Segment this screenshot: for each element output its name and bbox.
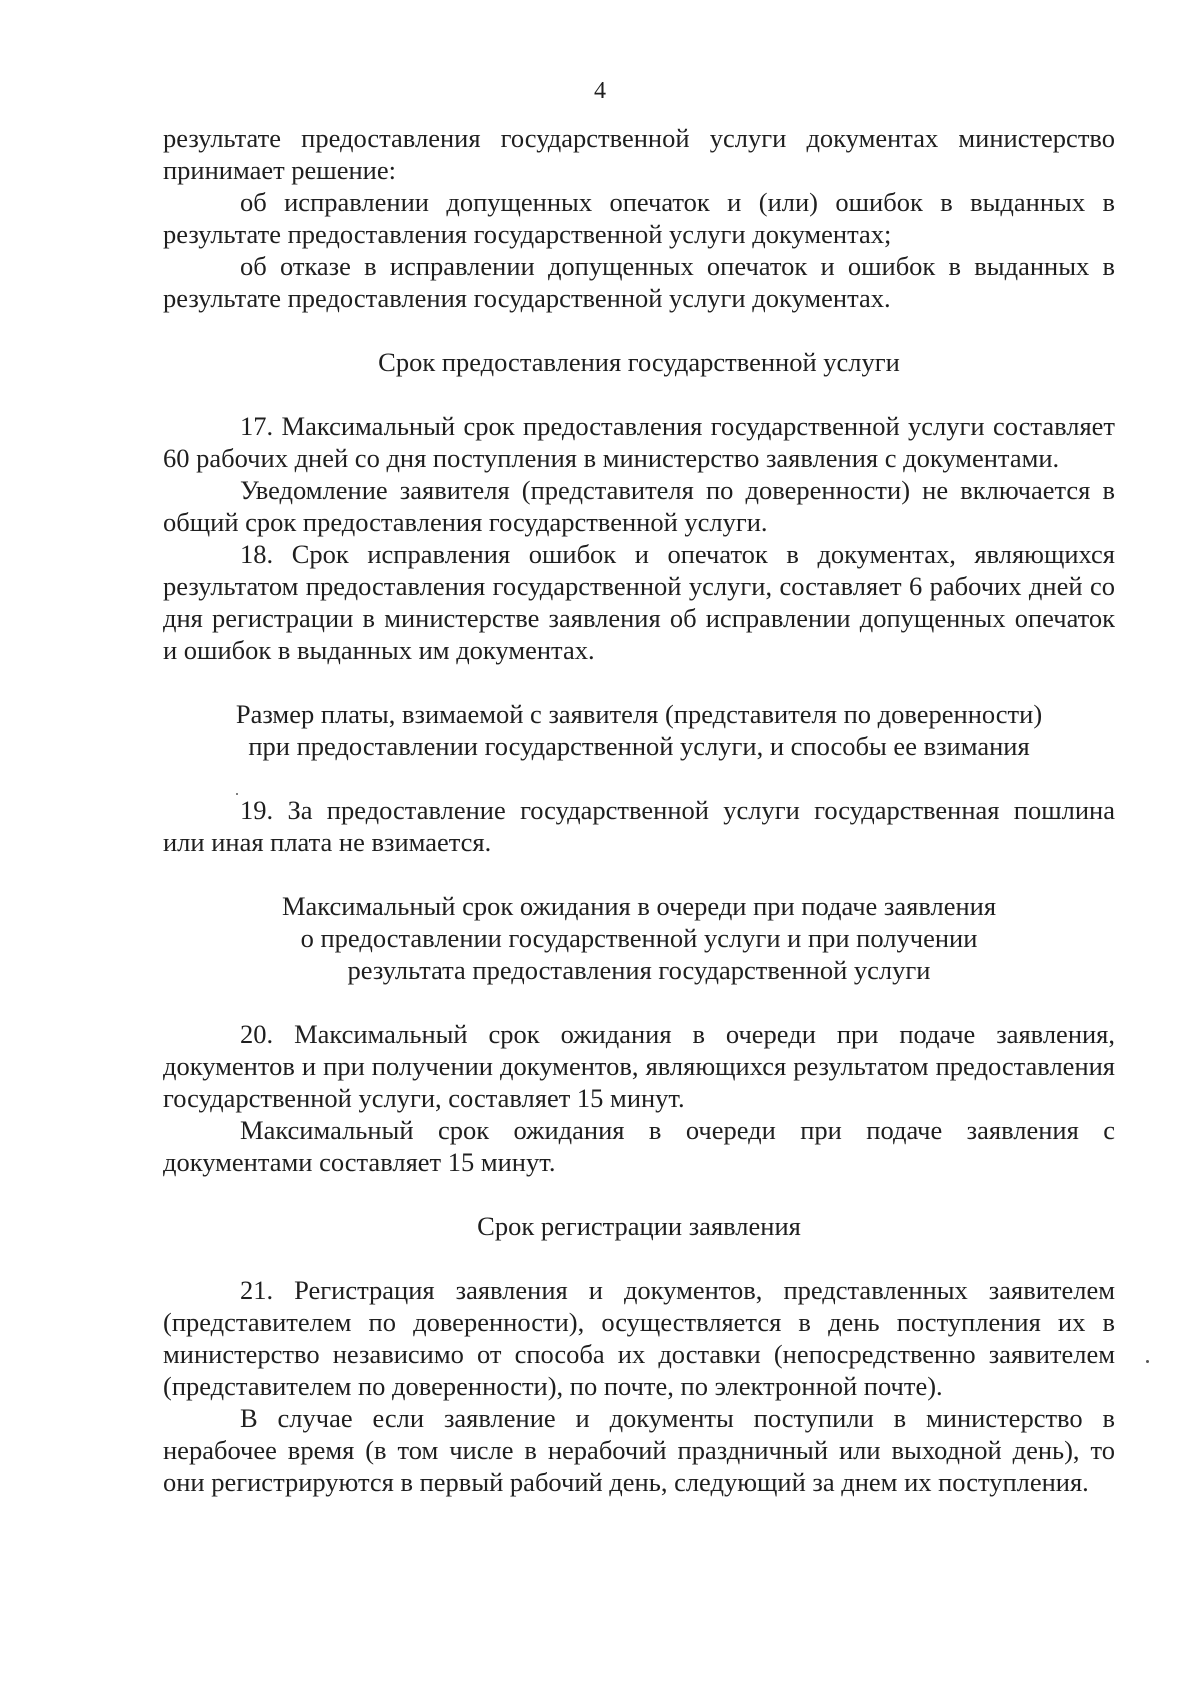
document-body: [163, 122, 1115, 1498]
scan-speck: [236, 793, 238, 795]
section-heading-queue-line-1: Максимальный срок ожидания в очереди при подаче заявления: [281, 891, 997, 921]
paragraph-fix-decision: об исправлении допущенных опечаток и (или) ошибок в выданных в результате предоставления государственной услуги документах;: [163, 187, 1115, 249]
section-heading-registration: Срок регистрации заявления: [477, 1211, 801, 1241]
page-number: 4: [594, 78, 606, 104]
paragraph-18: 18. Срок исправления ошибок и опечаток в документах, являющихся результатом предоставления государственной услуги, составляет 6 рабочих дней со дня регистрации в министерстве заявления об исправлении допущенных опечаток и ошибок в выданных им документах.: [163, 539, 1115, 665]
paragraph-19: 19. За предоставление государственной услуги государственная пошлина или иная плата не взимается.: [163, 795, 1115, 857]
section-heading-fee: [163, 698, 1115, 762]
paragraph-17: 17. Максимальный срок предоставления государственной услуги составляет 60 рабочих дней со дня поступления в министерство заявления с документами.: [163, 411, 1115, 473]
section-heading-fee-line-2: при предоставлении государственной услуги, и способы ее взимания: [248, 731, 1030, 761]
scan-speck: [1146, 1360, 1149, 1363]
paragraph-intro: результате предоставления государственной услуги документах министерство принимает решение:: [163, 123, 1115, 185]
paragraph-21: 21. Регистрация заявления и документов, представленных заявителем (представителем по доверенности), осуществляется в день поступления их в министерство независимо от способа их доставки (непосредственно заявителем (представителем по доверенности), по почте, по электронной почте).: [163, 1275, 1115, 1401]
section-heading-fee-line-1: Размер платы, взимаемой с заявителя (представителя по доверенности): [235, 699, 1043, 729]
paragraph-20-documents: Максимальный срок ожидания в очереди при подаче заявления с документами составляет 15 минут.: [163, 1115, 1115, 1177]
section-heading-term: Срок предоставления государственной услуги: [378, 347, 900, 377]
paragraph-21-nonworking-time: В случае если заявление и документы поступили в министерство в нерабочее время (в том числе в нерабочий праздничный или выходной день), то они регистрируются в первый рабочий день, следующий за днем их поступления.: [163, 1403, 1115, 1497]
section-heading-queue-line-2: о предоставлении государственной услуги и при получении: [300, 923, 978, 953]
paragraph-refuse-decision: об отказе в исправлении допущенных опечаток и ошибок в выданных в результате предоставления государственной услуги документах.: [163, 251, 1115, 313]
section-heading-queue: [163, 890, 1115, 986]
paragraph-17-notice: Уведомление заявителя (представителя по доверенности) не включается в общий срок предоставления государственной услуги.: [163, 475, 1115, 537]
section-heading-queue-line-3: результата предоставления государственной услуги: [347, 955, 931, 985]
paragraph-20: 20. Максимальный срок ожидания в очереди при подаче заявления, документов и при получении документов, являющихся результатом предоставления государственной услуги, составляет 15 минут.: [163, 1019, 1115, 1113]
